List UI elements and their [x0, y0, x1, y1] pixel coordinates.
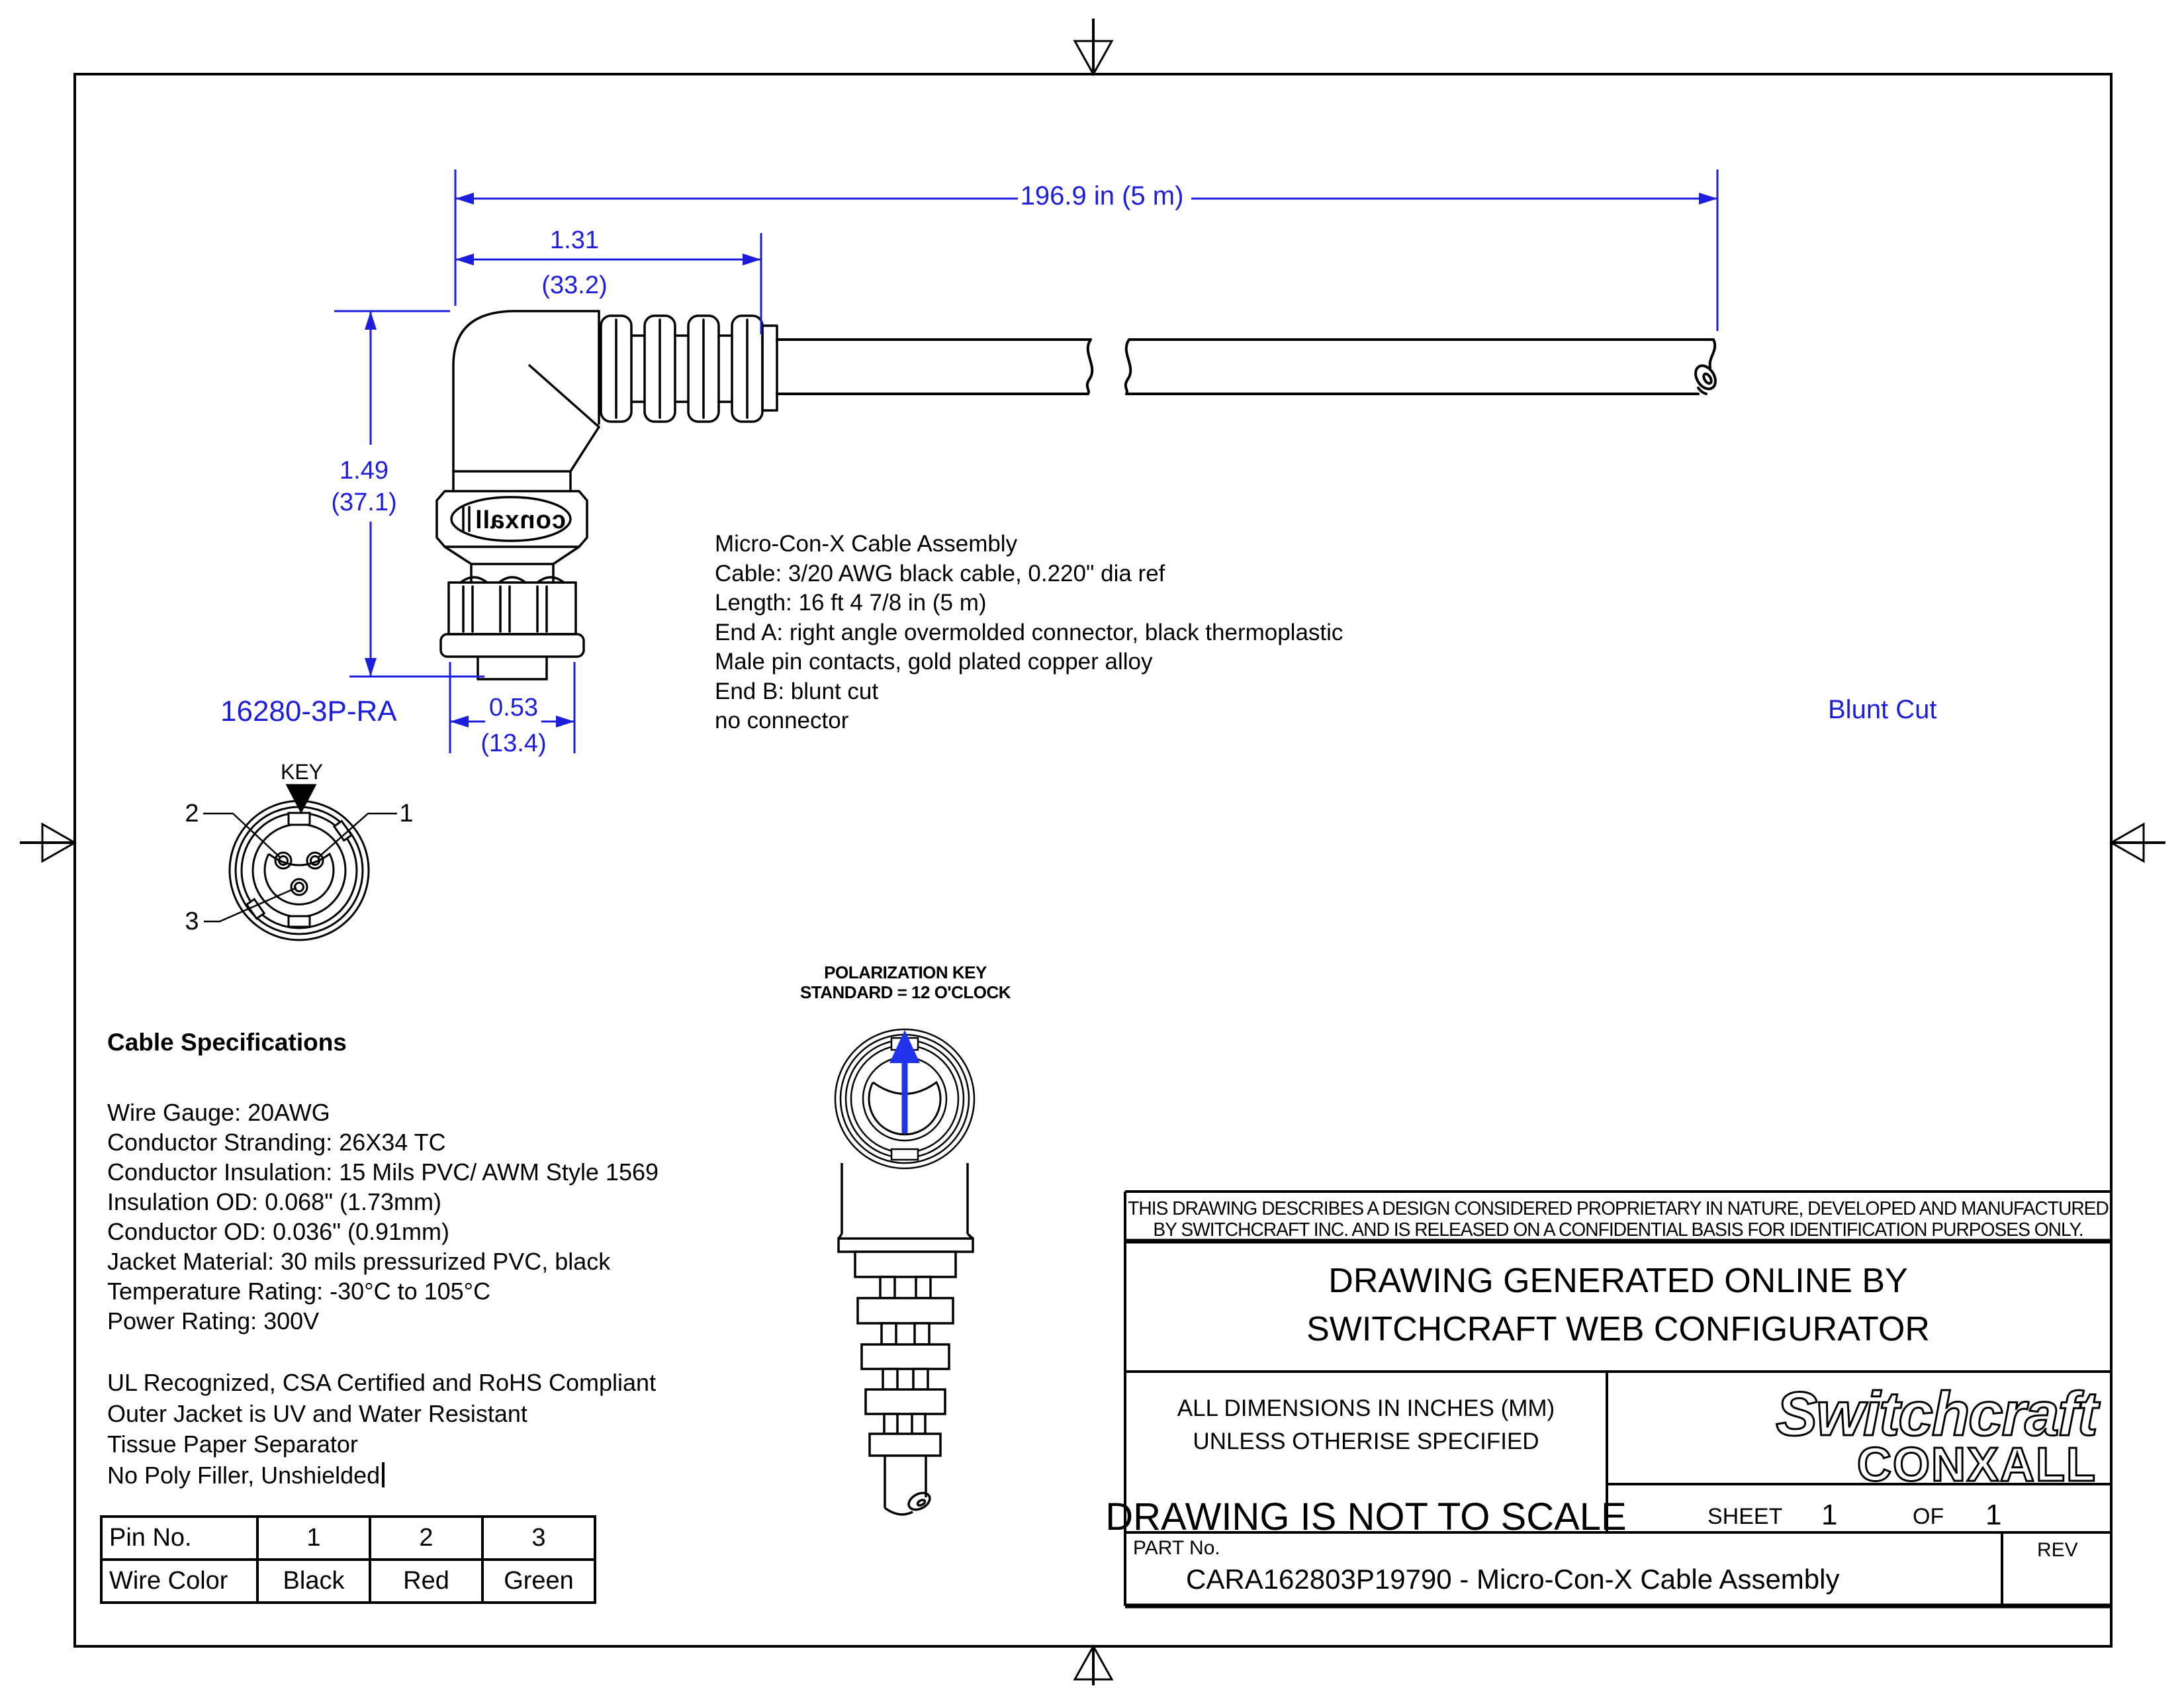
- pin2-label: 2: [185, 800, 199, 827]
- wire-color-1: Black: [257, 1560, 370, 1603]
- spec-line: Power Rating: 300V: [107, 1307, 320, 1335]
- key-face-view: [203, 785, 397, 940]
- dims-note-line2: UNLESS OTHERISE SPECIFIED: [1193, 1429, 1539, 1454]
- spec-line: Conductor Insulation: 15 Mils PVC/ AWM Style 1569: [107, 1158, 659, 1186]
- generated-by-line2: SWITCHCRAFT WEB CONFIGURATOR: [1306, 1310, 1930, 1348]
- cable-specs-heading: Cable Specifications: [107, 1029, 347, 1056]
- end-b-label: Blunt Cut: [1828, 695, 1937, 724]
- cable-side-view: [777, 340, 1719, 394]
- rev-label: REV: [2037, 1539, 2078, 1561]
- key-label: KEY: [280, 760, 324, 784]
- polarization-note-line1: POLARIZATION KEY: [824, 962, 987, 982]
- connector-part-number: 16280-3P-RA: [220, 695, 397, 727]
- dim-height-in: 1.49: [340, 457, 388, 485]
- dim-tip-mm: (13.4): [480, 729, 547, 757]
- spec-line: Conductor OD: 0.036" (0.91mm): [107, 1218, 449, 1245]
- conxall-logo: CONXALL: [1857, 1438, 2097, 1491]
- text-cursor: [382, 1462, 385, 1487]
- dims-note-line1: ALL DIMENSIONS IN INCHES (MM): [1177, 1395, 1555, 1421]
- note-line-text: No Poly Filler, Unshielded: [107, 1461, 381, 1489]
- note-line: UL Recognized, CSA Certified and RoHS Compliant: [107, 1369, 657, 1396]
- dim-overall-length: 196.9 in (5 m): [1020, 181, 1184, 211]
- description-line: Micro-Con-X Cable Assembly: [715, 531, 1018, 557]
- wire-color-2: Red: [370, 1560, 482, 1603]
- not-to-scale-note: DRAWING IS NOT TO SCALE: [1105, 1495, 1627, 1538]
- pin-2-cell: 2: [370, 1517, 482, 1560]
- note-line: Tissue Paper Separator: [107, 1430, 358, 1458]
- assembly-description: [715, 530, 1343, 736]
- table-row: [101, 1560, 595, 1603]
- polarization-front-view: [835, 1029, 974, 1515]
- switchcraft-logo: Switchcraft: [1776, 1379, 2097, 1448]
- part-no-label: PART No.: [1133, 1537, 1220, 1559]
- pin3-label: 3: [185, 908, 199, 935]
- description-line: Length: 16 ft 4 7/8 in (5 m): [715, 590, 987, 616]
- cable-specs-notes: [107, 1368, 656, 1491]
- dim-tip-in: 0.53: [489, 694, 538, 722]
- part-number-value: CARA162803P19790 - Micro-Con-X Cable Assembly: [1186, 1564, 1840, 1595]
- proprietary-notice-line2: BY SWITCHCRAFT INC. AND IS RELEASED ON A CONFIDENTIAL BASIS FOR IDENTIFICATION PURPOSES ONLY.: [1153, 1219, 2083, 1241]
- spec-line: Insulation OD: 0.068" (1.73mm): [107, 1188, 442, 1215]
- pin-1-cell: 1: [257, 1517, 370, 1560]
- cable-specs-list: [107, 1098, 659, 1336]
- sheet-number: 1: [1821, 1499, 1838, 1531]
- dim-height-mm: (37.1): [331, 489, 397, 516]
- conxall-mold-text: conxall: [475, 506, 566, 534]
- spec-line: Jacket Material: 30 mils pressurized PVC, black: [107, 1248, 611, 1275]
- sheet-label: SHEET: [1707, 1504, 1783, 1529]
- description-line: Male pin contacts, gold plated copper alloy: [715, 649, 1153, 675]
- wire-color-3: Green: [482, 1560, 595, 1603]
- wire-color-header: Wire Color: [101, 1560, 257, 1603]
- of-number: 1: [1985, 1499, 2002, 1531]
- description-line: End A: right angle overmolded connector, black thermoplastic: [715, 619, 1343, 645]
- note-line: Outer Jacket is UV and Water Resistant: [107, 1399, 527, 1427]
- note-line: [107, 1460, 656, 1491]
- spec-line: Conductor Stranding: 26X34 TC: [107, 1129, 446, 1156]
- dim-end-a-in: 1.31: [550, 226, 599, 254]
- pin-3-cell: 3: [482, 1517, 595, 1560]
- description-line: no connector: [715, 708, 849, 733]
- spec-line: Temperature Rating: -30°C to 105°C: [107, 1278, 491, 1305]
- description-line: End B: blunt cut: [715, 678, 879, 704]
- generated-by-line1: DRAWING GENERATED ONLINE BY: [1328, 1262, 1908, 1300]
- description-line: Cable: 3/20 AWG black cable, 0.220" dia ref: [715, 560, 1165, 586]
- pin1-label: 1: [399, 800, 414, 827]
- spec-line: Wire Gauge: 20AWG: [107, 1099, 330, 1126]
- pin-no-header: Pin No.: [101, 1517, 257, 1560]
- polarization-note-line2: STANDARD = 12 O'CLOCK: [799, 982, 1011, 1002]
- dim-end-a-mm: (33.2): [541, 271, 608, 299]
- of-label: OF: [1913, 1504, 1944, 1529]
- table-row: [101, 1517, 595, 1560]
- proprietary-notice-line1: THIS DRAWING DESCRIBES A DESIGN CONSIDERED PROPRIETARY IN NATURE, DEVELOPED AND MANUFACTURED: [1128, 1198, 2109, 1219]
- pin-wire-table: [100, 1515, 596, 1604]
